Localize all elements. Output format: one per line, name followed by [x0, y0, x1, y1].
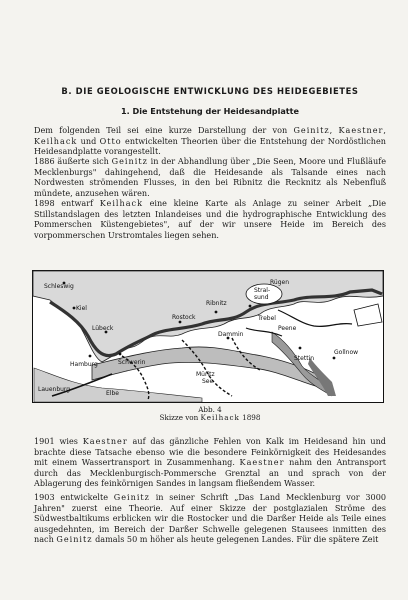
keilhack-map-figure: [32, 270, 384, 403]
label-stettin: Stettin: [294, 355, 315, 362]
label-dammin: Dammin: [218, 331, 244, 338]
author-name: Geinitz: [113, 492, 150, 502]
label-peene: Peene: [278, 325, 297, 332]
author-name: Kaestner: [82, 436, 128, 446]
author-name: Geinitz: [111, 156, 148, 166]
author-name: Keilhack: [200, 413, 240, 422]
label-hamburg: Hamburg: [70, 361, 98, 368]
label-mueritz-2: See: [202, 378, 214, 385]
label-elbe: Elbe: [106, 390, 119, 397]
label-trebel: Trebel: [258, 315, 276, 322]
label-schleswig: Schleswig: [44, 283, 74, 290]
author-name: Otto: [99, 135, 122, 146]
author-name: Geinitz: [56, 534, 93, 545]
paragraph-1903: 1903 entwickelte Geinitz in seiner Schrift „Das Land Mecklenburg vor 3000 Jahren" zuerst eine Theorie. Auf einer Skizze der postglazialen Ströme des Südwestbaltikums erblicken wir die Rostocker und die Darßer Heide als Teile eines ausgedehnten, im Bereich der Darßer Schwelle gelegenen Stausees inmitten des nach Geinitz damals 50 m höher als heute gelegenen Landes. Für die spätere Zeit: [34, 492, 386, 545]
author-name: Geinitz: [293, 125, 330, 135]
label-kiel: Kiel: [76, 305, 87, 312]
paragraph-1901: 1901 wies Kaestner auf das gänzliche Fehlen von Kalk im Heidesand hin und brachte diese Tatsache ebenso wie die besondere Feinkörnigkeit des Heidesandes mit einem Wassertransport in Zusammenhang. Kaestner nahm den Antransport durch das Mecklenburgisch-Pommersche Grenztal an und sprach von der Ablagerung des feinkörnigen Sandes in langsam fließendem Wasser.: [34, 436, 386, 489]
author-name: Keilhack: [99, 198, 143, 208]
label-luebeck: Lübeck: [92, 325, 114, 332]
label-ribnitz: Ribnitz: [206, 300, 227, 307]
author-name: Kaestner: [338, 125, 384, 135]
label-mueritz-1: Müritz: [196, 371, 215, 378]
label-rostock: Rostock: [172, 314, 196, 321]
label-lauenburg: Lauenburg: [38, 386, 71, 393]
label-ruegen: Rügen: [270, 279, 290, 286]
label-gollnow: Gollnow: [334, 349, 359, 356]
chapter-title: B. DIE GEOLOGISCHE ENTWICKLUNG DES HEIDEGEBIETES: [61, 86, 359, 96]
paragraph-1898: 1898 entwarf Keilhack eine kleine Karte als Anlage zu seiner Arbeit „Die Stillstandslagen des letzten Inlandeises und die hydrographische Entwicklung des Pommerschen Küstengebietes", auf der wir unsere Heide im Bereich des vorpommerschen Urstromtales liegen sehen.: [34, 198, 387, 240]
paragraph-1886: 1886 äußerte sich Geinitz in der Abhandlung über „Die Seen, Moore und Flußläufe Mecklenburgs" dahingehend, daß die Heidesande als Talsande eines nach Nordwesten strömenden Flusses, in den bei Ribnitz die Recknitz als Nebenfluß mündete, anzusehen wären.: [34, 156, 386, 198]
author-name: Kaestner: [239, 457, 285, 468]
figure-caption-text: Skizze von Keilhack 1898: [159, 413, 261, 422]
intro-paragraph: Dem folgenden Teil sei eine kurze Darstellung der von Geinitz, Kaestner, Keilhack und Otto entwickelten Theorien über die Entstehung der Nordöstlichen Heidesandplatte vorangestellt.: [34, 125, 386, 157]
author-name: Keilhack: [34, 135, 78, 146]
label-stralsund-2: sund: [254, 294, 269, 301]
label-schwerin: Schwerin: [118, 359, 146, 366]
figure-caption-number: Abb. 4: [198, 405, 222, 414]
section-title: 1. Die Entstehung der Heidesandplatte: [120, 106, 300, 116]
label-stralsund-1: Stral-: [254, 287, 271, 294]
